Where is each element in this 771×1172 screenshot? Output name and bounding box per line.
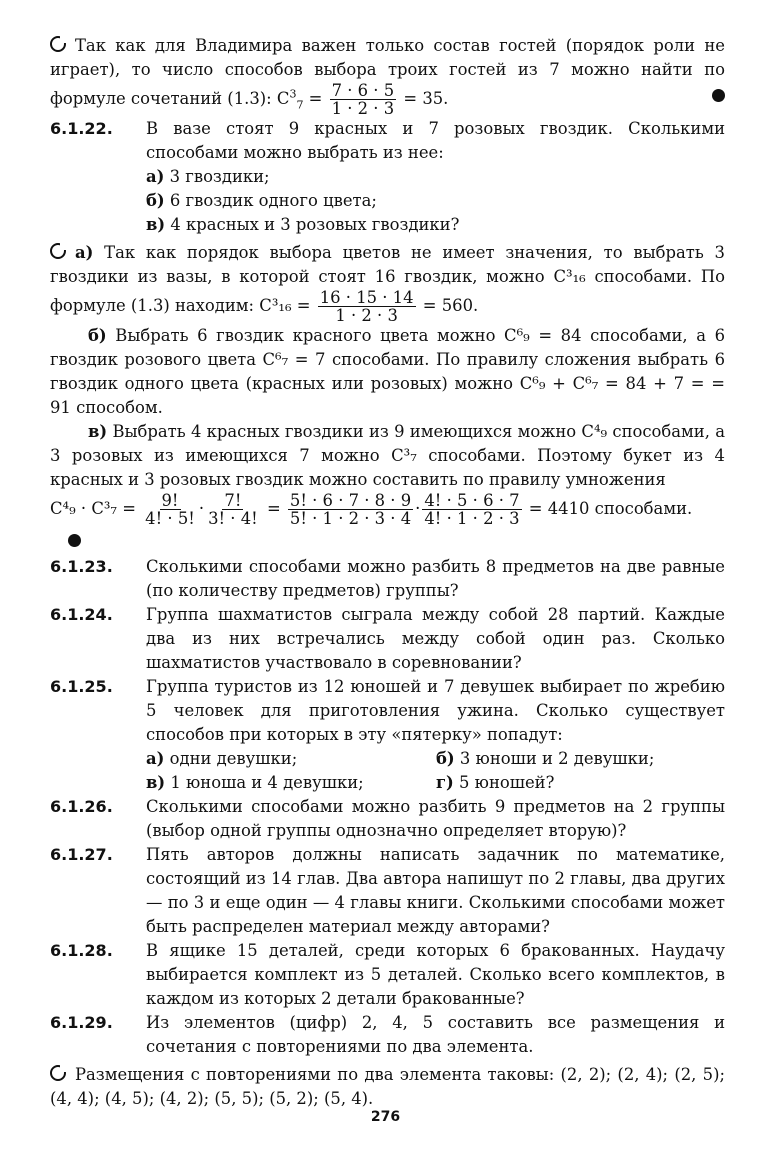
problem-6-1-25 (50, 675, 725, 795)
solution-22v: в) Выбрать 4 красных гвоздики из 9 имеющихся можно C⁴₉ способами, а 3 розовых из имеющихся 7 можно C³₇ способами. Поэтому букет из 4 красных и 3 розовых гвоздик можно составить по правилу умножения (50, 422, 725, 489)
problem-text: Пять авторов должны написать задачник по математике, состоящий из 14 глав. Два автора напишут по 2 главы, два других — по 3 и еще один — 4 главы книги. Сколькими способами может быть распределен материал между авторами? (146, 845, 725, 936)
solution-22v-formula: C⁴₉ · C³₇ = $\frac{9!}{4! \cdot 5!}$ · $\frac{7!}{3! \cdot 4!}$ = $\frac{5! \cdot 6 \cdot 7 \cdot 8 \cdot 9}{5! \cdot 1 \cdot 2 \cdot 3 \cdot 4}$ · $\frac{4! \cdot 5 \cdot 6 \cdot 7}{4! \cdot 1 \cdot 2 \cdot 3}$ = 4410 способами. (50, 492, 725, 555)
problem-6-1-22 (50, 117, 725, 237)
problem-item: г) 5 юношей? (436, 773, 555, 792)
problem-item: а) 3 гвоздики; (146, 167, 270, 186)
solution-22a-text: Так как порядок выбора цветов не имеет значения, то выбрать 3 гвоздики из вазы, в которой стоят 16 гвоздик, можно C³₁₆ способами. По формуле (1.3) находим: C³₁₆ = (50, 243, 725, 315)
problem-number: 6.1.26. (50, 797, 113, 816)
problem-6-1-23 (50, 555, 725, 603)
problem-text: В вазе стоят 9 красных и 7 розовых гвоздик. Сколькими способами можно выбрать из нее: (146, 119, 725, 162)
solution-22a-fraction: $\frac{16 \cdot 15 \cdot 14}{1 \cdot 2 \cdot 3}$ (319, 288, 414, 325)
problem-number: 6.1.29. (50, 1013, 113, 1032)
intro-fraction-num: 7 · 6 · 5 (331, 81, 395, 100)
problem-text: В ящике 15 деталей, среди которых 6 бракованных. Наудачу выбирается комплект из 5 деталей. Сколько всего комплектов, в каждом из которых 2 детали бракованные? (146, 941, 725, 1008)
solution-22b: б) Выбрать 6 гвоздик красного цвета можно C⁶₉ = 84 способами, а 6 гвоздик розового цвета C⁶₇ = 7 способами. По правилу сложения выбрать 6 гвоздик одного цвета (красных или розовых) можно C⁶₉ + C⁶₇ = 84 + 7 = = 91 способом. (50, 326, 725, 417)
problem-6-1-24 (50, 603, 725, 675)
solution-end-icon (712, 89, 725, 102)
problem-body (146, 117, 725, 237)
problem-6-1-28 (50, 939, 725, 1011)
problem-text: Из элементов (цифр) 2, 4, 5 составить все размещения и сочетания с повторениями по два элемента. (146, 1013, 725, 1056)
intro-fraction-den: 1 · 2 · 3 (331, 99, 395, 118)
page-content (50, 34, 725, 1111)
problem-text: Группа туристов из 12 юношей и 7 девушек выбирает по жребию 5 человек для приготовления ужина. Сколько существует способов при которых в эту «пятерку» попадут: (146, 677, 725, 744)
problem-number: 6.1.24. (50, 605, 113, 624)
problem-item: в) 1 юноша и 4 девушки; (146, 773, 364, 792)
page-number: 276 (370, 1109, 401, 1125)
problem-6-1-27 (50, 843, 725, 939)
problem-number: 6.1.22. (50, 119, 113, 138)
solution-start-icon (50, 1065, 66, 1081)
problem-item: б) 3 юноши и 2 девушки; (436, 749, 655, 768)
problem-number: 6.1.28. (50, 941, 113, 960)
problem-text: Сколькими способами можно разбить 8 предметов на две равные (по количеству предметов) группы? (146, 557, 725, 600)
solution-end-icon (68, 534, 81, 547)
problem-text: Группа шахматистов сыграла между собой 28 партий. Каждые два из них встречались между собой один раз. Сколько шахматистов участвовало в соревновании? (146, 605, 725, 672)
problem-6-1-26 (50, 795, 725, 843)
intro-fraction (330, 82, 397, 117)
problem-item: в) 4 красных и 3 розовых гвоздики? (146, 215, 460, 234)
problem-number: 6.1.27. (50, 845, 113, 864)
problem-items (146, 747, 725, 795)
problem-item: а) одни девушки; (146, 749, 298, 768)
intro-solution: Так как для Владимира важен только состав гостей (порядок роли не играет), то число способов выбора троих гостей из 7 можно найти по формуле сочетаний (1.3): $C^3_7$ = $\frac{7 \cdot 6 \cdot 5}{1 \cdot 2 \cdot 3}$ = 35. (50, 36, 725, 118)
intro-text: Так как для Владимира важен только состав гостей (порядок роли не играет), то число способов выбора троих гостей из 7 можно найти по формуле сочетаний (1.3): C (50, 36, 725, 108)
problem-number: 6.1.23. (50, 557, 113, 576)
problem-text: Сколькими способами можно разбить 9 предметов на 2 группы (выбор одной группы однозначно определяет вторую)? (146, 797, 725, 840)
solution-29-text: Размещения с повторениями по два элемента таковы: (2, 2); (2, 4); (2, 5); (4, 4); (4, 5); (4, 2); (5, 5); (5, 2); (5, 4). (50, 1065, 725, 1108)
solution-start-icon (50, 36, 66, 52)
problem-6-1-29 (50, 1011, 725, 1059)
solution-start-icon (50, 243, 66, 259)
solution-29 (50, 1063, 725, 1111)
intro-result: = 35. (403, 89, 449, 108)
problem-item: б) 6 гвоздик одного цвета; (146, 191, 377, 210)
solution-22a: а) Так как порядок выбора цветов не имеет значения, то выбрать 3 гвоздики из вазы, в которой стоят 16 гвоздик, можно C³₁₆ способами. По формуле (1.3) находим: C³₁₆ = $\frac{16 \cdot 15 \cdot 14}{1 \cdot 2 \cdot 3}$ = 560. (50, 243, 725, 325)
problem-number: 6.1.25. (50, 677, 113, 696)
problem-body (146, 675, 725, 795)
